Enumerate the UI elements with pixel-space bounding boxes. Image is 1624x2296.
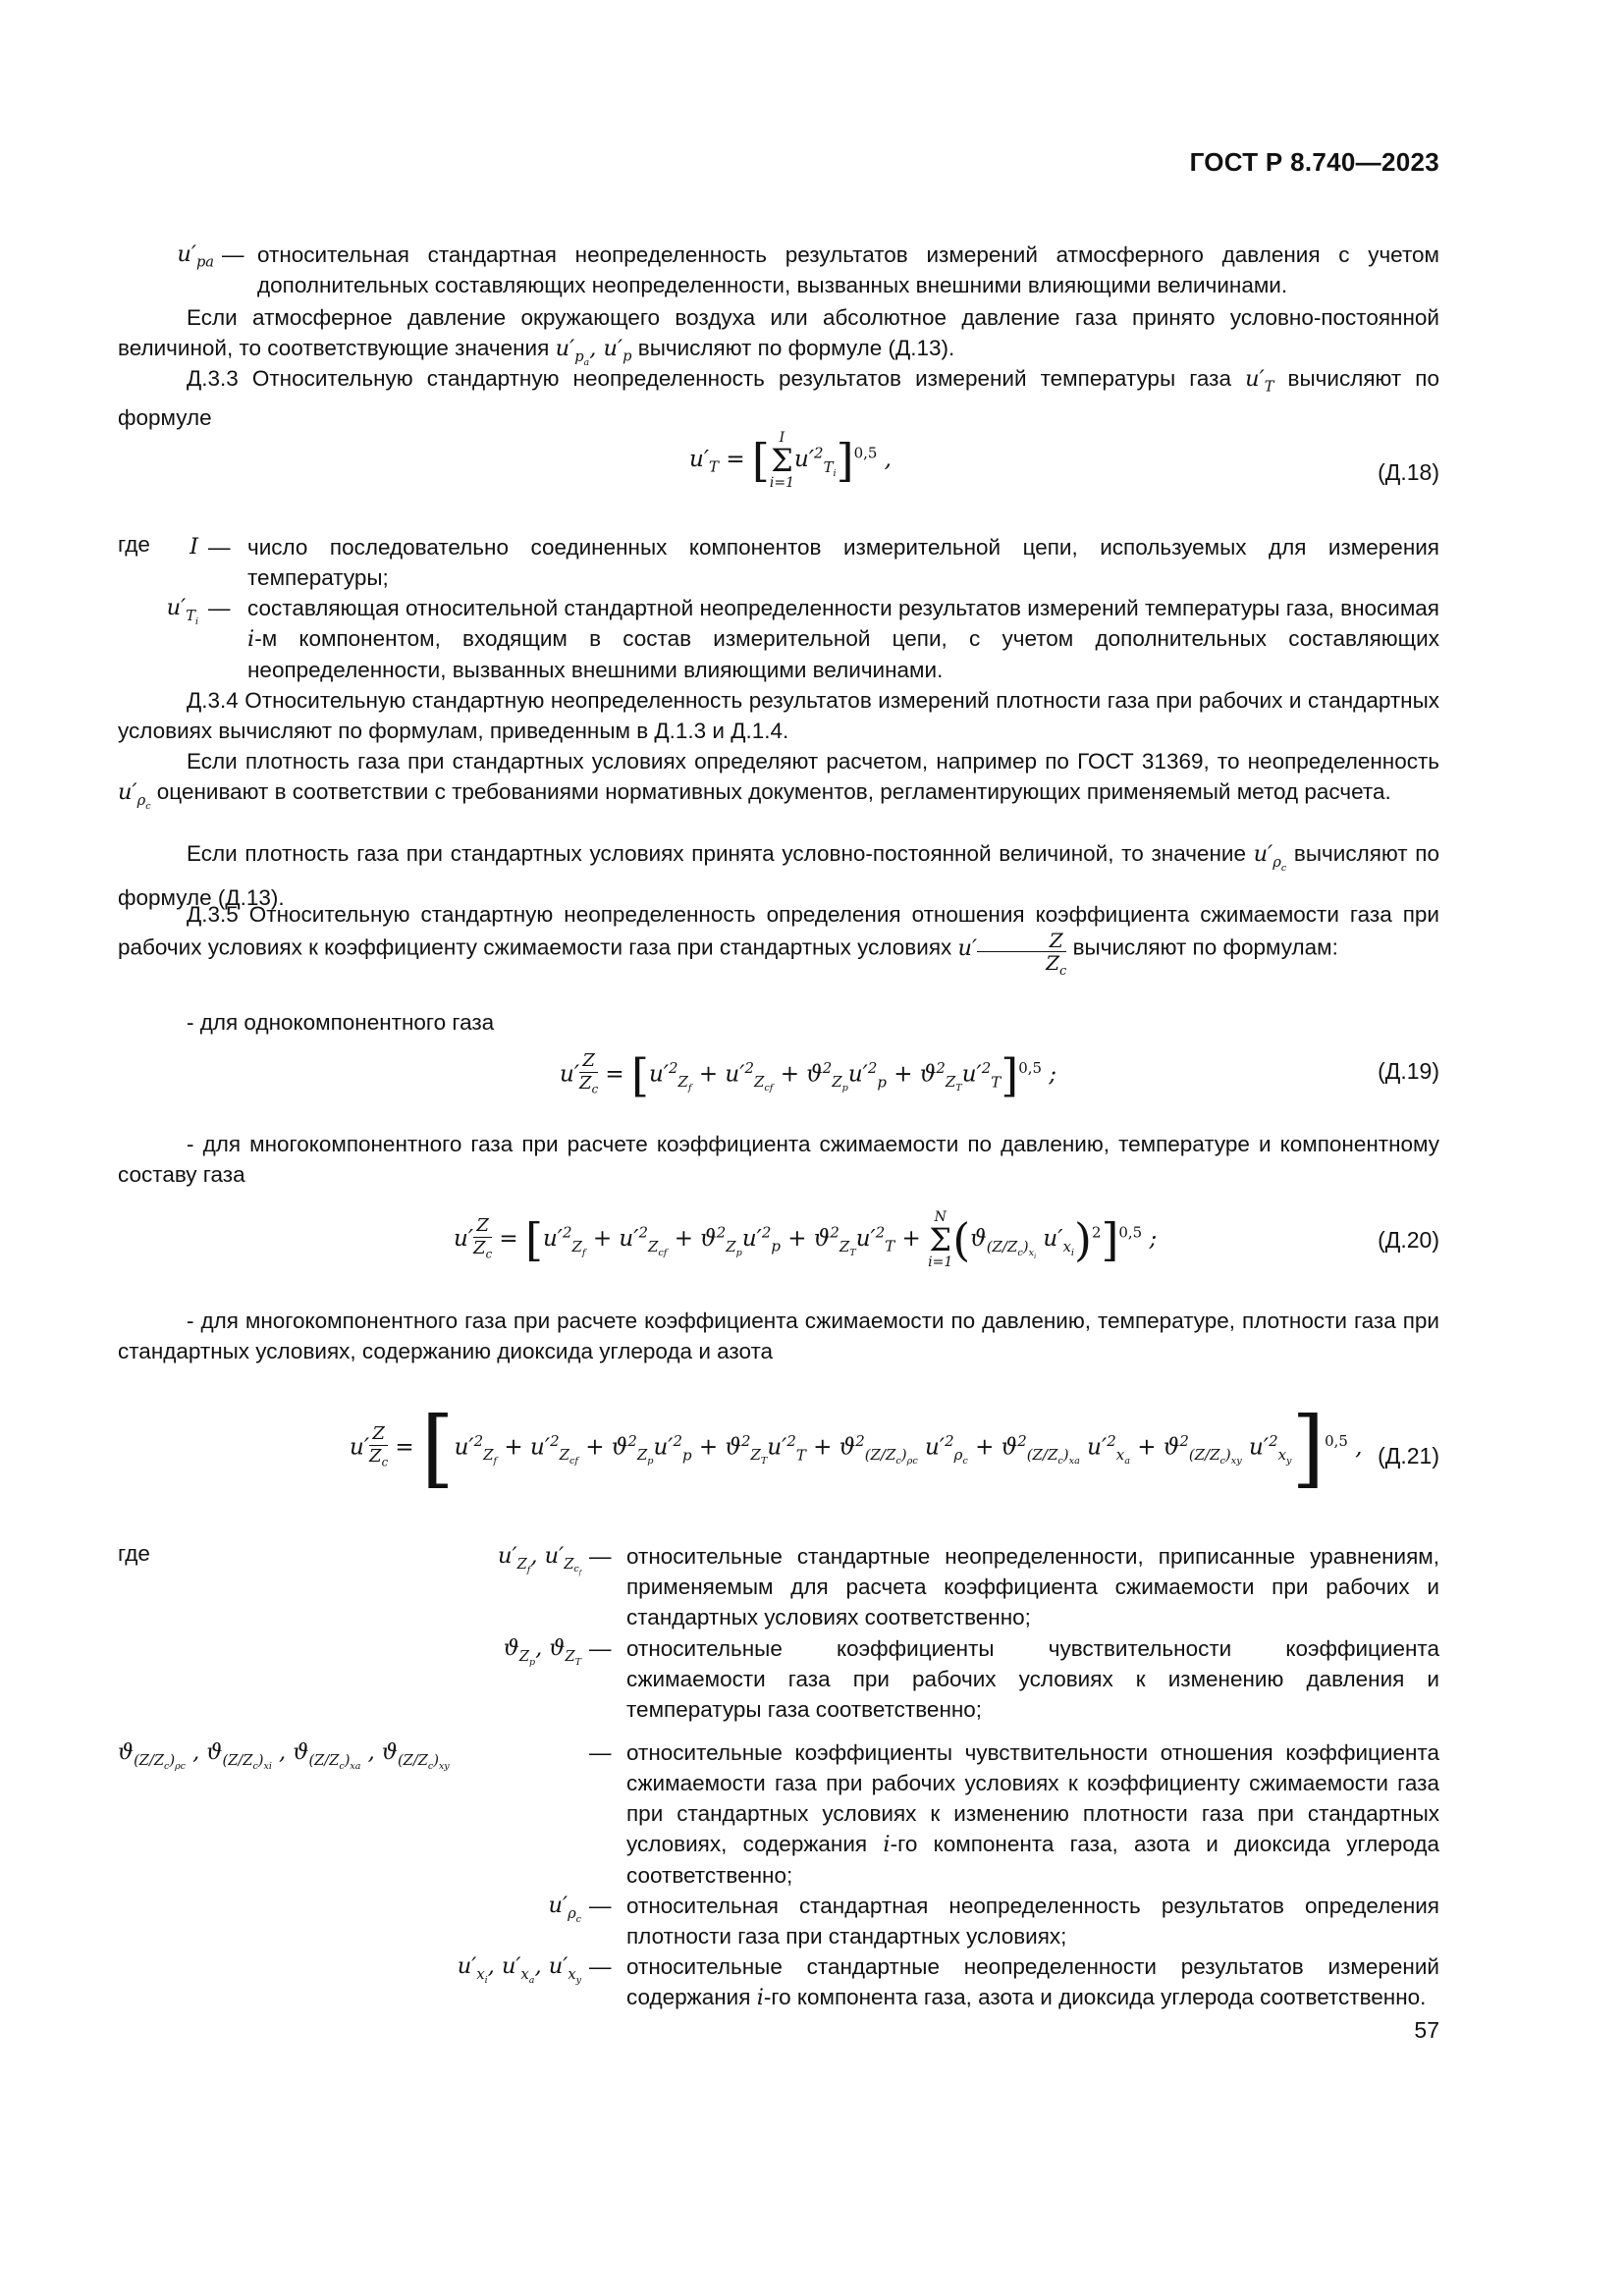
paragraph-multi-gas-1: - для многокомпонентного газа при расчете коэффициента сжимаемости по давлению, температуре и компонентному составу газа bbox=[118, 1132, 1439, 1187]
standard-header: ГОСТ Р 8.740—2023 bbox=[1189, 147, 1439, 177]
equation-number-d21: (Д.21) bbox=[1378, 1443, 1439, 1468]
formula-d20: u′ $\frac{Z}{Z_c}$ = [$u'^2_{Z_f} + u'^2_{Z_{cf}} + ϑ^2_{Z_p}u'^2_p + ϑ^2_{Z_T}u'^2_T$ + N Σ i=1 ($ϑ_{(Z/Z_c)_{x_i}}$ $u'_{x_i})^2]^{0,5}$ ; bbox=[454, 1209, 1158, 1270]
definition-u-Ti: составляющая относительной стандартной неопределенности результатов измерений температуры газа, вносимая i-м компонентом, входящим в состав измерительной цепи, с учетом дополнительных составляющих неопределенности, вызванных внешними влияющими величинами. bbox=[247, 596, 1439, 682]
symbol-u-pa: $u'_{pa}$ bbox=[177, 241, 214, 271]
definition-u-x: относительные стандартные неопределенности результатов измерений содержания i-го компонента газа, азота и диоксида углерода соответственно. bbox=[626, 1954, 1439, 2010]
dash: — bbox=[208, 596, 231, 620]
dash: — bbox=[589, 1544, 612, 1569]
symbol-u-Z-Zc: u′ $_{\frac{Z}{Z_c}}$ bbox=[957, 929, 1067, 979]
definition-theta-ratio: относительные коэффициенты чувствительности отношения коэффициента сжимаемости газа при рабочих условиях к коэффициенту сжимаемости газа при стандартных условиях к изменению плотности газа при стандартных условиях, содержания i-го компонента газа, азота и диоксида углерода соответственно; bbox=[626, 1740, 1439, 1888]
paragraph-single-gas: - для однокомпонентного газа bbox=[187, 1010, 495, 1035]
paragraph-d33: Д.3.3 Относительную стандартную неопределенность результатов измерений температуры газа $u'_T$ вычисляют по формуле bbox=[118, 366, 1439, 430]
symbol-theta-ratio: $ϑ_{(Z/Z_c)_{\rho c}}$ , $ϑ_{(Z/Z_c)_{xi}}$ , $ϑ_{(Z/Z_c)_{xa}}$ , $ϑ_{(Z/Z_c)_{xy}}$ bbox=[118, 1739, 450, 1772]
definition-u-rho: относительная стандартная неопределенность результатов определения плотности газа при стандартных условиях; bbox=[626, 1894, 1439, 1949]
paragraph-rho-calc: Если плотность газа при стандартных условиях определяют расчетом, например по ГОСТ 31369, то неопределенность $u'_{\rho_c}$ оценивают в соответствии с требованиями нормативных документов, регламентирующих применяемый метод расчета. bbox=[118, 749, 1439, 812]
paragraph-d35: Д.3.5 Относительную стандартную неопределенность определения отношения коэффициента сжимаемости газа при рабочих условиях к коэффициенту сжимаемости газа при стандартных условиях u′ $_{\frac{Z}{Z_c}}$ вычисляют по формулам: bbox=[118, 902, 1439, 979]
label-where: где bbox=[118, 1541, 150, 1566]
paragraph-rho-const: Если плотность газа при стандартных условиях принята условно-постоянной величиной, то значение $u'_{\rho_c}$ вычисляют по формуле (Д.13). bbox=[118, 841, 1439, 911]
dash: — bbox=[589, 1894, 612, 1918]
dash: — bbox=[589, 1740, 612, 1765]
symbol-u-Ti: $u'_{T_i}$ bbox=[166, 595, 198, 627]
page-number: 57 bbox=[1414, 2017, 1439, 2043]
definition-I: число последовательно соединенных компонентов измерительной цепи, используемых для измерения температуры; bbox=[247, 535, 1439, 590]
formula-d21: u′ $\frac{Z}{Z_c}$ = [$u'^2_{Z_f} + u'^2_{Z_{cf}} + ϑ^2_{Z_p}u'^2_p + ϑ^2_{Z_T}u'^2_T + ϑ^2_{(Z/Z_c)_{\rho c}}$ $u'^2_{\rho_c} + ϑ^2_{(Z/Z_c)_{xa}}$ $u'^2_{x_a} + ϑ^2_{(Z/Z_c)_{xy}}$ $u'^2_{x_y}]^{0,5}$ , bbox=[350, 1399, 1363, 1498]
symbol-I: I bbox=[189, 534, 198, 560]
equation-number-d18: (Д.18) bbox=[1378, 459, 1439, 485]
formula-d19: u′ $\frac{Z}{Z_c}$ = $[u'^2_{Z_f} + u'^2_{Z_{cf}} + ϑ^2_{Z_p}u'^2_p + ϑ^2_{Z_T}u'^2_T]^{0,5}$ ; bbox=[560, 1048, 1057, 1102]
symbol-u-pa-p: $u'_{p_a}$, $u'_p$ bbox=[555, 336, 632, 368]
symbol-theta-Zp-ZT: $ϑ_{Z_p}$, $ϑ_{Z_T}$ bbox=[503, 1635, 581, 1668]
equation-number-d19: (Д.19) bbox=[1378, 1058, 1439, 1084]
symbol-u-rho-c: $u'_{\rho_c}$ bbox=[118, 779, 151, 812]
symbol-u-T: $u'_T$ bbox=[1245, 366, 1274, 396]
symbol-u-rho-c: $u'_{\rho_c}$ bbox=[1253, 841, 1287, 874]
symbol-u-Zf-Zcf: $u'_{Z_f}$, $u'_{Z_{c_f}}$ bbox=[498, 1543, 581, 1577]
dash: — bbox=[589, 1636, 612, 1661]
symbol-u-x: $u'_{x_i}$, $u'_{x_a}$, $u'_{x_y}$ bbox=[457, 1953, 581, 1986]
paragraph-d34: Д.3.4 Относительную стандартную неопределенность результатов измерений плотности газа при рабочих и стандартных условиях вычисляют по формулам, приведенным в Д.1.3 и Д.1.4. bbox=[118, 688, 1439, 743]
equation-number-d20: (Д.20) bbox=[1378, 1227, 1439, 1253]
dash: — bbox=[589, 1954, 612, 1979]
dash: — bbox=[208, 535, 231, 560]
definition-theta-pT: относительные коэффициенты чувствительности коэффициента сжимаемости газа при рабочих условиях к изменению давления и температуры газа соответственно; bbox=[626, 1636, 1439, 1722]
symbol-u-rho-c: $u'_{\rho_c}$ bbox=[548, 1893, 581, 1925]
formula-d18: $u'_T$ = [ I Σ i=1 $u'^2_{T_i}]^{0,5}$ , bbox=[689, 430, 892, 491]
paragraph-atm-pressure: Если атмосферное давление окружающего воздуха или абсолютное давление газа принято условно-постоянной величиной, то соответствующие значения $u'_{p_a}$, $u'_p$ вычисляют по формуле (Д.13). bbox=[118, 305, 1439, 368]
label-where: где bbox=[118, 532, 150, 557]
dash: — bbox=[222, 242, 244, 267]
definition-u-Z: относительные стандартные неопределенности, приписанные уравнениям, применяемым для расчета коэффициента сжимаемости при рабочих и стандартных условиях соответственно; bbox=[626, 1544, 1439, 1629]
definition-u-pa: относительная стандартная неопределенность результатов измерений атмосферного давления с учетом дополнительных составляющих неопределенности, вызванных внешними влияющими величинами. bbox=[257, 242, 1439, 297]
paragraph-multi-gas-2: - для многокомпонентного газа при расчете коэффициента сжимаемости по давлению, температуре, плотности газа при стандартных условиях, содержанию диоксида углерода и азота bbox=[118, 1308, 1439, 1363]
